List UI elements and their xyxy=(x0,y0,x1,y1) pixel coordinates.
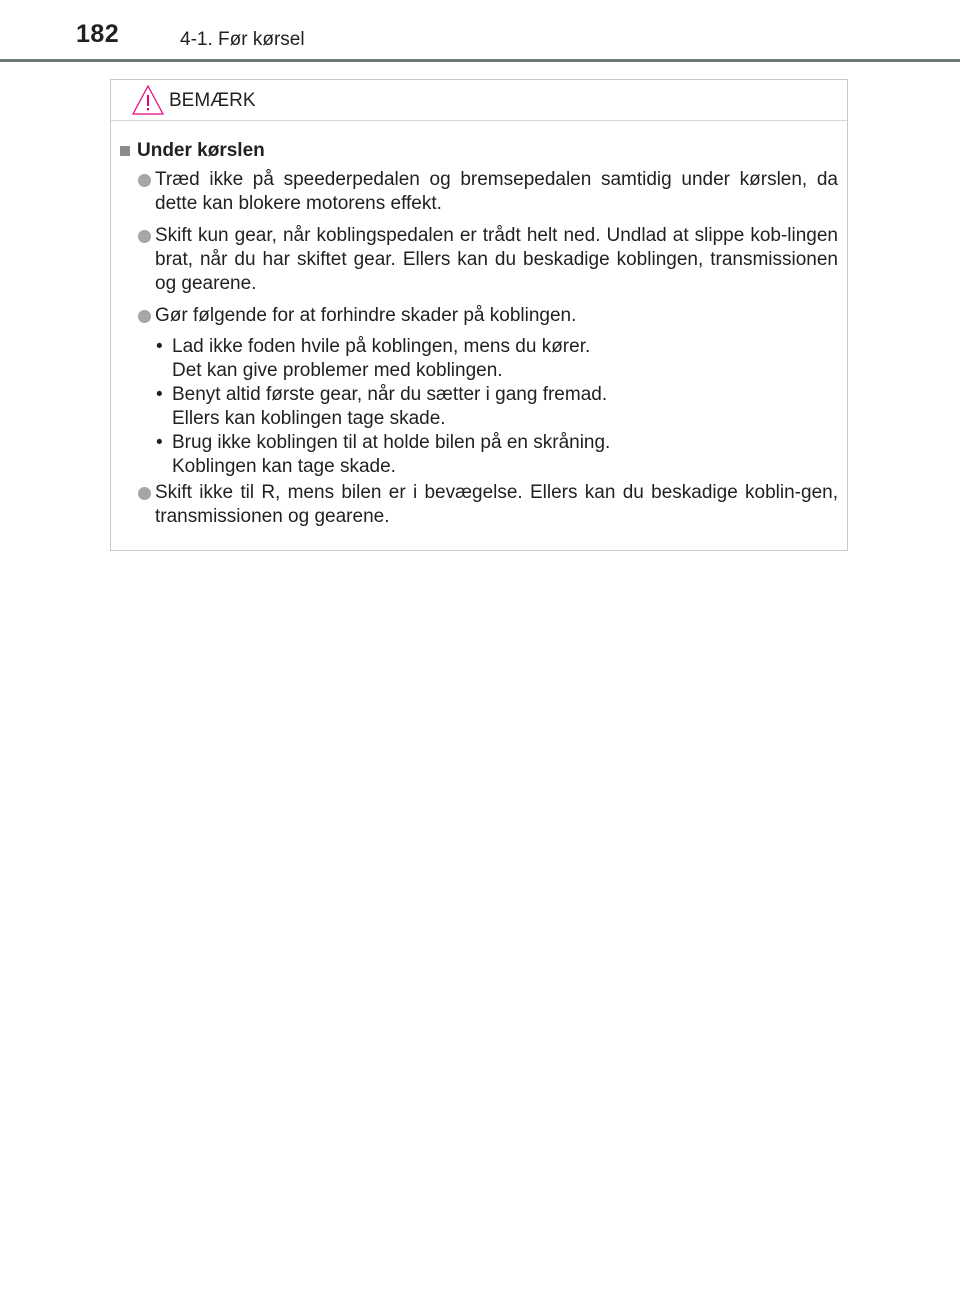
sub-item-line-2: Koblingen kan tage skade. xyxy=(172,456,396,477)
sub-item-line-2: Det kan give problemer med koblingen. xyxy=(172,360,503,381)
list-item xyxy=(135,168,838,216)
round-bullet-icon xyxy=(138,310,151,323)
list-item xyxy=(135,304,838,479)
sub-list-item xyxy=(155,383,838,431)
header-rule xyxy=(0,59,960,62)
list-item-text: Gør følgende for at forhindre skader på koblingen. xyxy=(155,305,577,326)
page-header xyxy=(0,0,960,62)
list-item xyxy=(135,481,838,529)
warning-triangle-icon xyxy=(131,84,165,116)
sub-item-line-1: Lad ikke foden hvile på koblingen, mens du kører. xyxy=(172,336,591,357)
list-item-text: Skift ikke til R, mens bilen er i bevægelse. Ellers kan du beskadige koblin-gen, transmissionen og gearene. xyxy=(155,482,838,527)
list-item-text: Skift kun gear, når koblingspedalen er trådt helt ned. Undlad at slippe kob-lingen brat, når du har skiftet gear. Ellers kan du beskadige koblingen, transmissionen og gearene. xyxy=(155,225,838,294)
sub-list-item xyxy=(155,335,838,383)
square-bullet-icon xyxy=(120,146,130,156)
list-item xyxy=(135,224,838,296)
sub-heading xyxy=(135,138,838,164)
sub-bullet: • xyxy=(156,336,163,357)
round-bullet-icon xyxy=(138,174,151,187)
section-title: 4-1. Før kørsel xyxy=(180,29,305,50)
list-item-text: Træd ikke på speederpedalen og bremsepedalen samtidig under kørslen, da dette kan blokere motorens effekt. xyxy=(155,169,838,214)
round-bullet-icon xyxy=(138,230,151,243)
sub-item-line-1: Brug ikke koblingen til at holde bilen på en skråning. xyxy=(172,432,611,453)
sub-item-line-1: Benyt altid første gear, når du sætter i gang fremad. xyxy=(172,384,608,405)
sub-list-item xyxy=(155,431,838,479)
sub-bullet: • xyxy=(156,432,163,453)
notice-list xyxy=(135,168,838,529)
sub-list xyxy=(155,335,838,479)
sub-item-line-2: Ellers kan koblingen tage skade. xyxy=(172,408,446,429)
sub-bullet: • xyxy=(156,384,163,405)
notice-box xyxy=(110,79,848,551)
round-bullet-icon xyxy=(138,487,151,500)
notice-header xyxy=(111,80,847,121)
notice-body xyxy=(111,121,847,529)
notice-label: BEMÆRK xyxy=(169,90,256,111)
page-number: 182 xyxy=(76,20,120,48)
sub-heading-text: Under kørslen xyxy=(137,140,265,161)
